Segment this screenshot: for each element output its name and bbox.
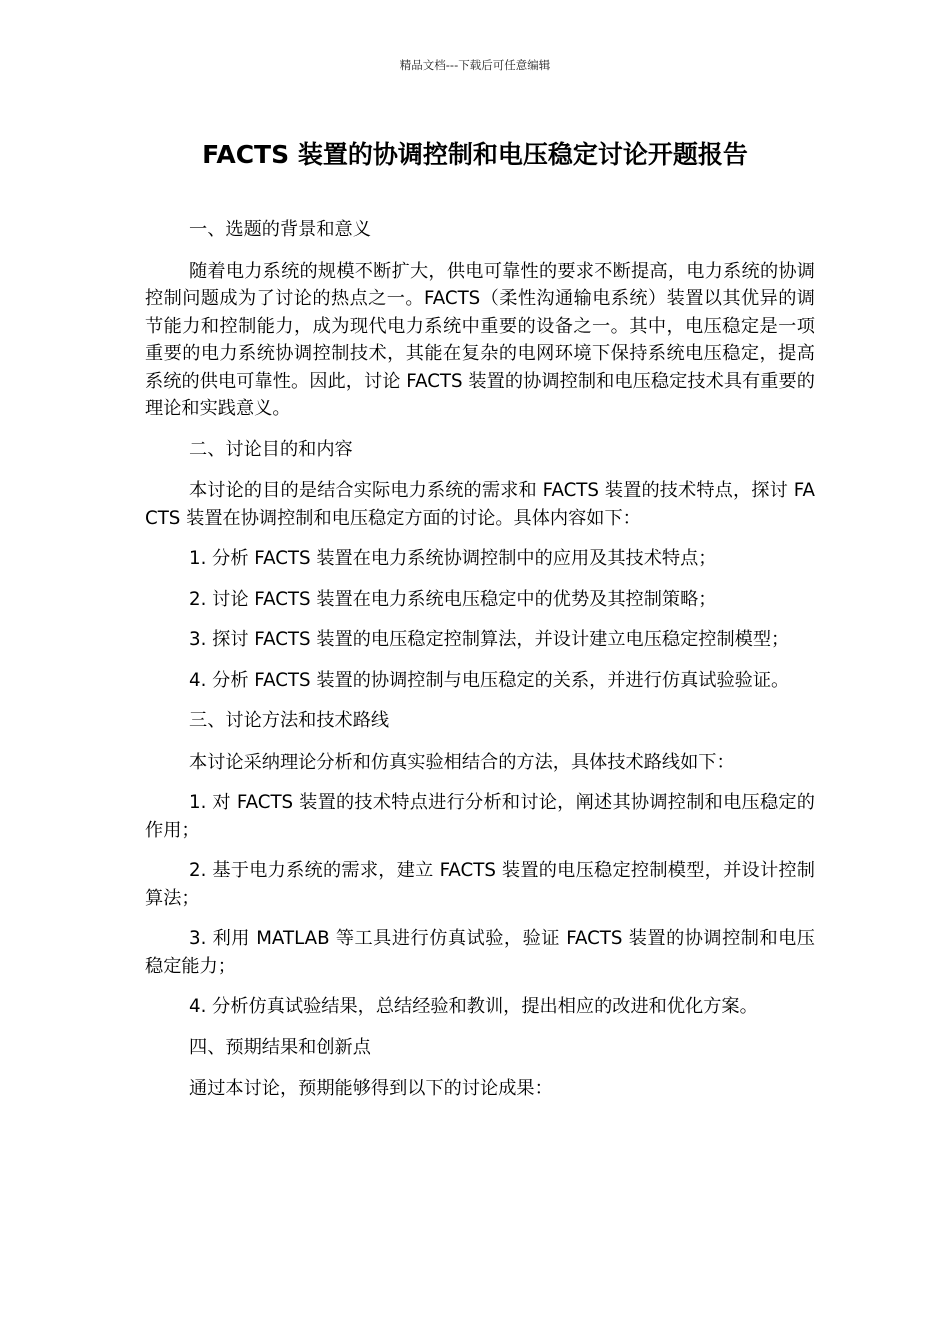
list-item-purpose-1: 1. 分析 FACTS 装置在电力系统协调控制中的应用及其技术特点； xyxy=(189,548,717,569)
section-heading-expected-results: 四、预期结果和创新点 xyxy=(189,1036,371,1058)
list-item-method-1: 1. 对 FACTS 装置的技术特点进行分析和讨论，阐述其协调控制和电压稳定的作用； xyxy=(145,792,815,841)
list-item-method-3: 3. 利用 MATLAB 等工具进行仿真试验，验证 FACTS 装置的协调控制和电压稳定能力； xyxy=(145,928,815,977)
section-heading-method: 三、讨论方法和技术路线 xyxy=(189,710,390,731)
paragraph-purpose: 本讨论的目的是结合实际电力系统的需求和 FACTS 装置的技术特点，探讨 FACTS 装置在协调控制和电压稳定方面的讨论。具体内容如下： xyxy=(145,480,815,529)
list-item-purpose-4: 4. 分析 FACTS 装置的协调控制与电压稳定的关系，并进行仿真试验验证。 xyxy=(189,669,790,691)
list-item-method-4: 4. 分析仿真试验结果，总结经验和教训，提出相应的改进和优化方案。 xyxy=(189,996,758,1017)
section-heading-purpose: 二、讨论目的和内容 xyxy=(189,438,353,460)
section-heading-background: 一、选题的背景和意义 xyxy=(189,219,371,240)
paragraph-background: 随着电力系统的规模不断扩大，供电可靠性的要求不断提高，电力系统的协调控制问题成为了讨论的热点之一。FACTS（柔性沟通输电系统）装置以其优异的调节能力和控制能力，成为现代电力系统中重要的设备之一。其中，电压稳定是一项重要的电力系统协调控制技术，其能在复杂的电网环境下保持系统电压稳定，提高系统的供电可靠性。因此，讨论 FACTS 装置的协调控制和电压稳定技术具有重要的理论和实践意义。 xyxy=(145,260,815,419)
header-note: 精品文档---下载后可任意编辑 xyxy=(399,58,551,72)
paragraph-expected-results: 通过本讨论，预期能够得到以下的讨论成果： xyxy=(189,1078,553,1099)
list-item-purpose-2: 2. 讨论 FACTS 装置在电力系统电压稳定中的优势及其控制策略； xyxy=(189,588,717,610)
list-item-method-2: 2. 基于电力系统的需求，建立 FACTS 装置的电压稳定控制模型，并设计控制算法； xyxy=(145,860,815,909)
paragraph-method: 本讨论采纳理论分析和仿真实验相结合的方法，具体技术路线如下： xyxy=(189,751,735,773)
document-title: FACTS 装置的协调控制和电压稳定讨论开题报告 xyxy=(202,140,748,169)
list-item-purpose-3: 3. 探讨 FACTS 装置的电压稳定控制算法，并设计建立电压稳定控制模型； xyxy=(189,629,790,650)
document-body xyxy=(145,216,815,1116)
